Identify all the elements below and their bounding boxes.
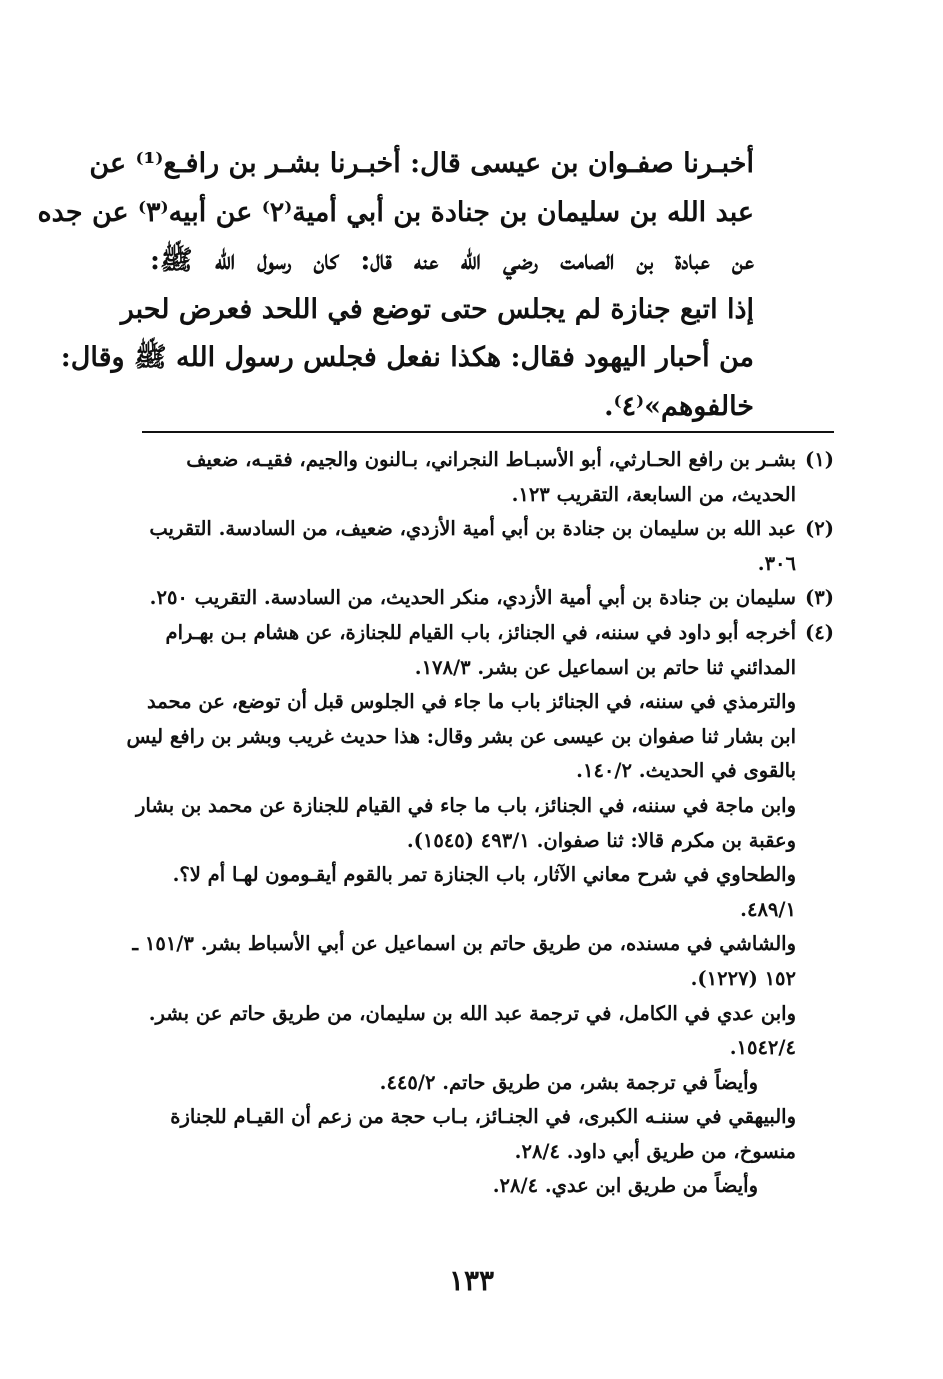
footnote-number: (٢) <box>805 517 834 541</box>
footnote-paragraph <box>142 997 834 1066</box>
footnote-line: ١٥٢ (١٢٢٧). <box>690 966 796 990</box>
main-text-line: عبد الله بن سليمان بن جنادة بن أبي أمية⁽٢⁾ عن أبيه⁽٣⁾ عن جده <box>37 196 754 228</box>
page-number: ١٣٣ <box>448 1264 495 1297</box>
main-text <box>37 140 754 431</box>
footnote-text <box>142 616 796 685</box>
footnote-line: والطحاوي في شرح معاني الآثار، باب الجنازة تمر بالقوم أيقـومون لهـا أم لا؟. <box>172 863 796 887</box>
footnote-line: وأيضاً في ترجمة بشر، من طريق حاتم. ٤٤٥/٢. <box>379 1070 758 1094</box>
footnote-line: منسوخ، من طريق أبي داود. ٢٨/٤. <box>514 1139 796 1163</box>
main-text-line: عن عبادة بن الصامت رضي الله عنه قال: كان رسول الله ﷺ: <box>150 245 754 276</box>
footnote-line: وأيضاً من طريق ابن عدي. ٢٨/٤. <box>492 1174 758 1198</box>
footnote-line: سليمان بن جنادة بن أبي أمية الأزدي، منكر الحديث، من السادسة. التقريب ٢٥٠. <box>149 586 796 610</box>
footnote-number: (٣) <box>805 586 834 610</box>
footnote-line: بشـر بن رافع الحـارثي، أبو الأسبـاط النجراني، بـالنون والجيم، فقيـه، ضعيف <box>186 448 796 471</box>
footnote-number: (١) <box>805 448 834 471</box>
footnote-line: ٤٨٩/١. <box>740 897 796 921</box>
footnote-paragraph <box>142 858 834 927</box>
footnote-2 <box>142 512 834 581</box>
footnote-3 <box>142 581 834 616</box>
footnote-separator <box>142 431 834 433</box>
footnote-paragraph <box>142 1169 834 1204</box>
footnote-text <box>142 443 796 512</box>
footnote-line: عبد الله بن سليمان بن جنادة بن أبي أمية الأزدي، ضعيف، من السادسة. التقريب <box>149 517 796 541</box>
footnote-text <box>142 581 796 616</box>
footnote-paragraph <box>136 789 834 858</box>
main-text-line: خالفوهم»⁽٤⁾. <box>604 390 754 422</box>
footnote-text <box>142 512 796 581</box>
footnote-line: وابن ماجة في سننه، في الجنائز، باب ما جاء في القيام للجنازة عن محمد بن بشار <box>136 793 796 817</box>
footnote-line: والترمذي في سننه، في الجنائز باب ما جاء في الجلوس قبل أن توضع، عن محمد <box>147 690 796 714</box>
main-text-line: أخبـرنا صفـوان بن عيسى قال: أخبـرنا بشـر بن رافـع⁽¹⁾ عن <box>89 148 754 179</box>
footnote-line: أخرجه أبو داود في سننه، في الجنائز، باب القيام للجنازة، عن هشام بـن بهـرام <box>165 620 796 644</box>
footnote-line: المدائني ثنا حاتم بن اسماعيل عن بشر. ١٧٨/٣. <box>414 655 796 679</box>
main-text-line: إذا اتبع جنازة لم يجلس حتى توضع في اللحد فعرض لحبر <box>120 293 754 325</box>
footnote-number: (٤) <box>805 620 834 644</box>
footnote-1 <box>142 443 834 512</box>
footnote-line: ٣٠٦. <box>757 551 796 575</box>
footnote-line: وعقبة بن مكرم قالا: ثنا صفوان. ٤٩٣/١ (١٥٤٥). <box>406 828 796 852</box>
footnote-line: ١٥٤٢/٤. <box>729 1036 796 1060</box>
footnotes <box>126 443 834 1204</box>
footnote-4 <box>142 616 834 685</box>
footnote-line: وابن عدي في الكامل، في ترجمة عبد الله بن سليمان، من طريق حاتم عن بشر. <box>148 1001 796 1025</box>
footnote-line: والبيهقي في سننـه الكبرى، في الجنـائز، بـاب حجة من زعم أن القيـام للجنازة <box>170 1105 796 1129</box>
main-text-line: من أحبار اليهود فقال: هكذا نفعل فجلس رسول الله ﷺ وقال: <box>60 342 754 373</box>
footnote-paragraph <box>132 927 834 996</box>
footnote-paragraph <box>126 685 834 789</box>
footnote-paragraph <box>142 1100 834 1169</box>
footnote-line: بالقوى في الحديث. ١٤٠/٢. <box>576 759 796 783</box>
footnote-line: ابن بشار ثنا صفوان بن عيسى عن بشر وقال: هذا حديث غريب وبشر بن رافع ليس <box>126 724 796 748</box>
footnote-line: الحديث، من السابعة، التقريب ١٢٣. <box>511 482 796 506</box>
footnote-paragraph <box>142 1066 834 1101</box>
footnote-line: والشاشي في مسنده، من طريق حاتم بن اسماعيل عن أبي الأسباط بشر. ١٥١/٣ ـ <box>132 932 796 956</box>
